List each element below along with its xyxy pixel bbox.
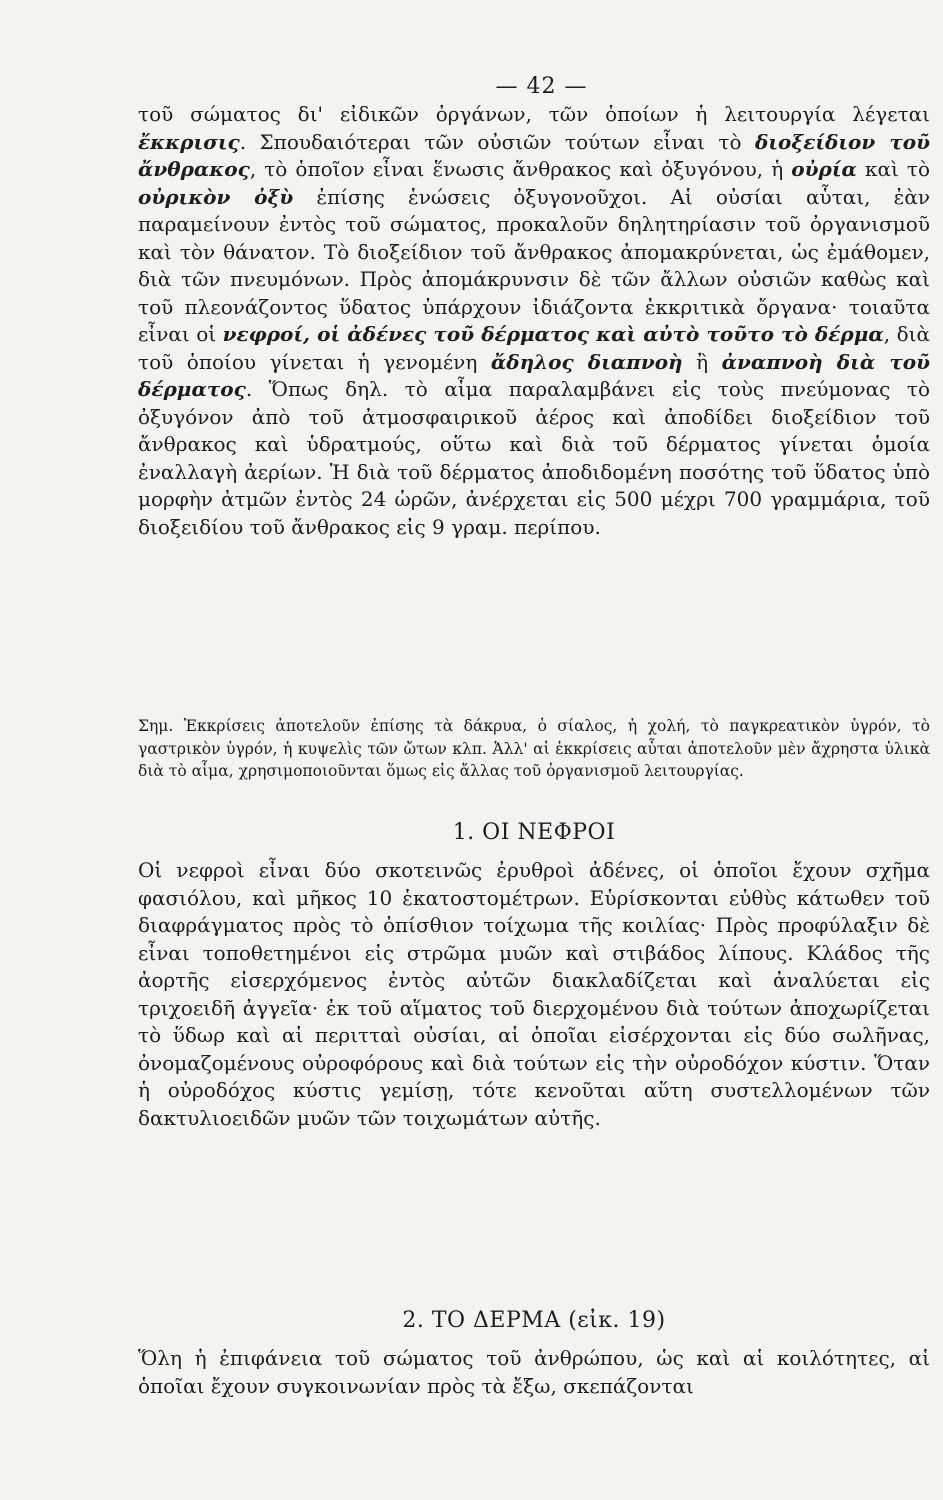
paragraph-skin: Ὅλη ἡ ἐπιφάνεια τοῦ σώματος τοῦ ἀνθρώπου, ὡς καὶ αἱ κοιλότητες, αἱ ὁποῖαι ἔχουν συγκοινωνίαν πρὸς τὰ ἔξω, σκεπάζονται xyxy=(138,1346,930,1398)
note-block xyxy=(138,715,930,783)
paragraph-text: . Ὅπως δηλ. τὸ αἷμα παραλαμβάνει εἰς τοὺς πνεύμονας τὸ ὀξυγόνον ἀπὸ τοῦ ἀτμοσφαιρικοῦ ἀέρος καὶ ἀποδίδει διοξείδιον τοῦ ἄνθρακος καὶ ὑδρατμούς, οὕτω καὶ διὰ τοῦ δέρματος γίνεται ὁμοία ἐναλλαγὴ ἀερίων. Ἡ διὰ τοῦ δέρματος ἀποδιδομένη ποσότης τοῦ ὕδατος ὑπὸ μορφὴν ἀτμῶν ἐντὸς 24 ὡρῶν, ἀνέρχεται εἰς 500 μέχρι 700 γραμμάρια, τοῦ διοξειδίου τοῦ ἄνθρακος εἰς 9 γραμ. περίπου. xyxy=(138,377,930,539)
paragraph-text: τοῦ σώματος δι' εἰδικῶν ὀργάνων, τῶν ὁποίων ἡ λειτουργία λέγεται xyxy=(138,102,930,126)
emphasized-term: διοξείδιον τοῦ ἄνθρακος xyxy=(138,129,930,181)
footnote: Σημ. Ἐκκρίσεις ἀποτελοῦν ἐπίσης τὰ δάκρυα, ὁ σίαλος, ἡ χολή, τὸ παγκρεατικὸν ὑγρόν, τὸ γαστρικὸν ὑγρόν, ἡ κυψελὶς τῶν ὤτων κλπ. Ἀλλ' αἱ ἐκκρίσεις αὗται ἀποτελοῦν μὲν ἄχρηστα ὑλικὰ διὰ τὸ αἷμα, χρησιμοποιοῦνται ὅμως εἰς ἄλλας τοῦ ὀργανισμοῦ λειτουργίας. xyxy=(138,717,930,780)
paragraph-text: ἢ xyxy=(682,349,722,374)
emphasized-term: ἀναπνοὴ διὰ τοῦ δέρματος xyxy=(138,349,931,401)
kidneys-text-block xyxy=(138,857,930,1132)
emphasized-term: οὐρικὸν ὀξὺ xyxy=(138,184,294,209)
paragraph-text: , τὸ ὁποῖον εἶναι ἕνωσις ἄνθρακος καὶ ὀξυγόνου, ἡ xyxy=(249,157,792,181)
paragraph-text: . Σπουδαιότεραι τῶν οὐσιῶν τούτων εἶναι τὸ xyxy=(239,129,755,154)
paragraph-text: καὶ τὸ xyxy=(856,157,930,181)
paragraph-kidneys: Οἱ νεφροὶ εἶναι δύο σκοτεινῶς ἐρυθροὶ ἀδένες, οἱ ὁποῖοι ἔχουν σχῆμα φασιόλου, καὶ μῆκος 10 ἑκατοστομέτρων. Εὑρίσκονται εὐθὺς κάτωθεν τοῦ διαφράγματος πρὸς τὸ ὀπίσθιον τοίχωμα τῆς κοιλίας· Πρὸς προφύλαξιν δὲ εἶναι τοποθετημένοι εἰς στρῶμα μυῶν καὶ στιβάδος λίπους. Κλάδος τῆς ἀορτῆς εἰσερχόμενος ἐντὸς αὐτῶν διακλαδίζεται καὶ ἀναλύεται εἰς τριχοειδῆ ἀγγεῖα· ἐκ τοῦ αἵματος τοῦ διερχομένου διὰ τούτων ἀποχωρίζεται τὸ ὕδωρ καὶ αἱ περιτταὶ οὐσίαι, αἱ ὁποῖαι εἰσέρχονται εἰς δύο σωλῆνας, ὀνομαζομένους οὐροφόρους καὶ διὰ τούτων εἰς τὴν οὐροδόχον κύστιν. Ὅταν ἡ οὐροδόχος κύστις γεμίσῃ, τότε κενοῦται αὕτη συστελλομένων τῶν δακτυλιοειδῶν μυῶν τῶν τοιχωμάτων αὐτῆς. xyxy=(138,858,930,1130)
paragraph-excretion xyxy=(138,101,930,541)
paragraph-text: ἐπίσης ἑνώσεις ὀξυγονοῦχοι. Αἱ οὐσίαι αὗται, ἐὰν παραμείνουν ἐντὸς τοῦ σώματος, προκαλοῦν δηλητηρίασιν τοῦ ὀργανισμοῦ καὶ τὸν θάνατον. Τὸ διοξείδιον τοῦ ἄνθρακος ἀπομακρύνεται, ὡς ἐμάθομεν, διὰ τῶν πνευμόνων. Πρὸς ἀπομάκρυνσιν δὲ τῶν ἄλλων οὐσιῶν καθὼς καὶ τοῦ πλεονάζοντος ὕδατος ὑπάρχουν ἰδιάζοντα ἐκκριτικὰ ὄργανα· τοιαῦτα εἶναι οἱ xyxy=(138,184,930,346)
page-number: — 42 — xyxy=(495,74,588,99)
section-heading-kidneys: 1. ΟΙ ΝΕΦΡΟΙ xyxy=(452,820,616,845)
section-heading-skin: 2. ΤΟ ΔΕΡΜΑ (εἰκ. 19) xyxy=(402,1308,666,1333)
body-text-block xyxy=(138,101,930,541)
skin-text-block xyxy=(138,1345,930,1400)
emphasized-term: νεφροί, οἱ ἀδένες τοῦ δέρματος καὶ αὐτὸ τοῦτο τὸ δέρμα xyxy=(222,322,884,346)
emphasized-term: ἄδηλος διαπνοὴ xyxy=(490,349,683,374)
emphasized-term: ἔκκρισις xyxy=(138,129,240,154)
emphasized-term: οὐρία xyxy=(791,157,857,181)
paragraph-text: , διὰ τοῦ ὁποίου γίνεται ἡ γενομένη xyxy=(138,322,930,374)
